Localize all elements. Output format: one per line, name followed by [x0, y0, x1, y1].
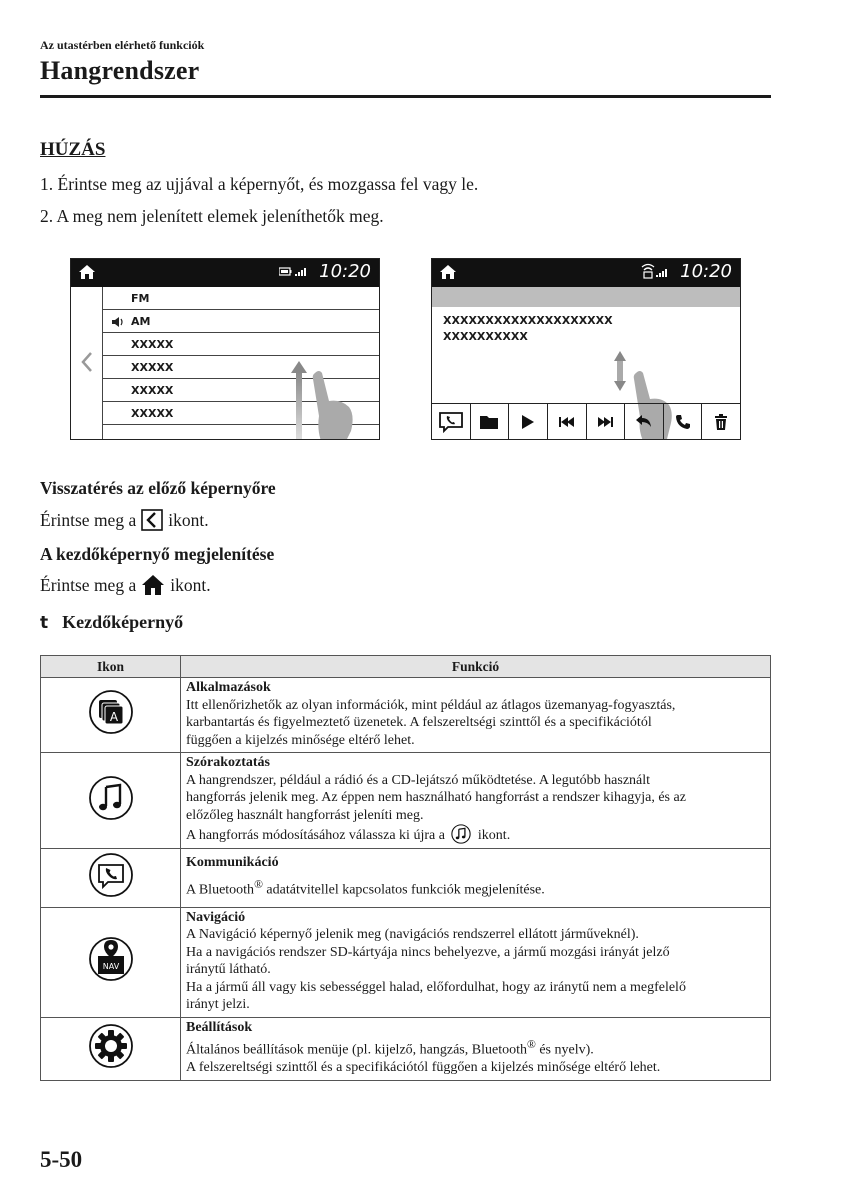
section-marker: t	[40, 612, 49, 633]
row-text: karbantartás és figyelmeztető üzenetek. A felszereltségi szinttől és a specifikációtól	[186, 715, 652, 730]
function-cell	[181, 678, 771, 753]
entertainment-icon	[88, 775, 134, 821]
next-button[interactable]	[587, 404, 626, 439]
applications-icon	[88, 689, 134, 735]
row-text-before: A hangforrás módosításához válassza ki újra a	[186, 828, 445, 843]
settings-icon	[88, 1023, 134, 1069]
row-text	[186, 1036, 764, 1059]
list-item-label: AM	[131, 315, 151, 328]
registered-mark: ®	[526, 1038, 536, 1051]
table-header-function: Funkció	[181, 656, 771, 678]
page-title: Hangrendszer	[40, 56, 200, 85]
row-title: Kommunikáció	[186, 855, 279, 871]
row-text: A Navigáció képernyő jelenik meg (navigációs rendszerrel ellátott járműveknél).	[186, 927, 639, 942]
list-item[interactable]: XXXXX	[103, 403, 379, 425]
list-screen-illustration	[70, 258, 380, 440]
communication-icon	[438, 411, 464, 433]
entertainment-icon	[451, 824, 471, 844]
icon-cell	[41, 907, 181, 1017]
status-bar	[71, 259, 379, 287]
wifi-signal-icon	[640, 263, 670, 279]
row-title: Alkalmazások	[186, 680, 271, 695]
row-text-before: Általános beállítások menüje (pl. kijelző, hangzás, Bluetooth	[186, 1042, 527, 1058]
table-row	[41, 907, 771, 1017]
message-screen-illustration	[431, 258, 741, 440]
section-label: Az utastérben elérhető funkciók	[40, 38, 205, 52]
message-line: XXXXXXXXXXXXXXXXXXXX	[443, 314, 613, 327]
back-icon	[141, 509, 163, 531]
home-heading: A kezdőképernyő megjelenítése	[40, 544, 275, 564]
table-row	[41, 678, 771, 753]
reply-button[interactable]	[625, 404, 664, 439]
call-button[interactable]	[664, 404, 703, 439]
back-instruction	[40, 509, 209, 531]
drag-step-1: 1. Érintse meg az ujjával a képernyőt, és mozgassa fel vagy le.	[40, 174, 479, 194]
battery-signal-icon	[279, 266, 309, 278]
list-item[interactable]: FM	[103, 288, 379, 310]
row-title: Navigáció	[186, 909, 246, 925]
back-chevron-icon[interactable]	[81, 351, 93, 373]
communication-icon	[88, 852, 134, 898]
registered-mark: ®	[254, 877, 263, 891]
row-title: Szórakoztatás	[186, 755, 270, 770]
row-text	[186, 876, 764, 899]
function-cell	[181, 907, 771, 1017]
list-item[interactable]	[103, 311, 379, 333]
row-text: A hangrendszer, például a rádió és a CD-lejátszó működtetése. A legutóbb használt	[186, 772, 651, 788]
home-icon	[78, 264, 96, 280]
home-screen-heading-text: Kezdőképernyő	[62, 612, 184, 632]
row-text	[186, 824, 764, 845]
drag-step-2: 2. A meg nem jelenített elemek jeleníthetők meg.	[40, 206, 384, 226]
icon-cell	[41, 753, 181, 849]
icon-cell	[41, 678, 181, 753]
row-text: Ha a jármű áll vagy kis sebességgel halad, előfordulhat, hogy az iránytű nem a megfelelő	[186, 979, 686, 995]
list-item[interactable]: XXXXX	[103, 357, 379, 379]
row-text: függően a kijelzés minősége eltérő lehet.	[186, 732, 415, 748]
row-text: hangforrás jelenik meg. Az éppen nem használható hangforrást a rendszer kihagyja, és az	[186, 790, 686, 805]
row-text: iránytű látható.	[186, 962, 271, 977]
table-row	[41, 848, 771, 907]
home-screen-heading	[40, 612, 183, 633]
table-row	[41, 1017, 771, 1080]
home-icon	[439, 264, 457, 280]
page-number: 5-50	[40, 1147, 83, 1172]
reply-icon	[635, 415, 653, 429]
list-item[interactable]: XXXXX	[103, 380, 379, 402]
home-text-after: ikont.	[170, 574, 211, 595]
row-text: Ha a navigációs rendszer SD-kártyája nincs behelyezve, a jármű mozgási irányát jelző	[186, 944, 670, 960]
communication-button[interactable]	[432, 404, 471, 439]
row-title: Beállítások	[186, 1019, 253, 1035]
row-text: Itt ellenőrizhetők az olyan információk, mint például az átlagos üzemanyag-fogyasztás,	[186, 697, 676, 713]
home-functions-table	[40, 655, 771, 1081]
clock: 10:20	[319, 261, 371, 282]
message-line: XXXXXXXXXX	[443, 330, 528, 343]
row-text: előzőleg használt hangforrást jeleníti meg.	[186, 807, 424, 823]
clock: 10:20	[680, 261, 732, 282]
message-title-bar	[432, 287, 740, 307]
icon-cell	[41, 1017, 181, 1080]
back-text-before: Érintse meg a	[40, 509, 137, 530]
row-text-before: A Bluetooth	[186, 882, 255, 898]
function-cell	[181, 1017, 771, 1080]
status-bar	[432, 259, 740, 287]
play-button[interactable]	[509, 404, 548, 439]
skip-back-icon	[558, 416, 576, 428]
home-text-before: Érintse meg a	[40, 574, 137, 595]
nav-icon-label: NAV	[102, 962, 119, 972]
list-item[interactable]: XXXXX	[103, 334, 379, 356]
folder-button[interactable]	[471, 404, 510, 439]
back-heading: Visszatérés az előző képernyőre	[40, 478, 276, 498]
list-sidebar	[71, 287, 103, 439]
play-icon	[521, 414, 535, 430]
trash-icon	[714, 414, 728, 430]
icon-cell	[41, 848, 181, 907]
delete-button[interactable]	[702, 404, 740, 439]
home-icon	[141, 574, 165, 596]
swipe-up-gesture-icon	[291, 361, 371, 440]
table-header-icon: Ikon	[41, 656, 181, 678]
navigation-icon	[88, 936, 134, 982]
row-text: irányt jelzi.	[186, 997, 250, 1012]
title-rule	[40, 95, 771, 98]
row-text-after: ikont.	[477, 828, 511, 843]
row-text-after: adatátvitellel kapcsolatos funkciók megjelenítése.	[262, 882, 545, 898]
table-row	[41, 753, 771, 849]
row-text-after: és nyelv).	[535, 1042, 594, 1058]
skip-forward-icon	[596, 416, 614, 428]
function-cell	[181, 848, 771, 907]
svg-text:A: A	[109, 710, 118, 725]
row-text: A felszereltségi szinttől és a specifikációtól függően a kijelzés minősége eltérő lehet.	[186, 1060, 661, 1076]
speaker-icon	[111, 316, 125, 328]
previous-button[interactable]	[548, 404, 587, 439]
message-toolbar	[432, 403, 740, 439]
phone-icon	[675, 414, 691, 430]
home-instruction	[40, 574, 211, 596]
folder-icon	[479, 414, 499, 430]
back-text-after: ikont.	[168, 509, 209, 530]
function-cell	[181, 753, 771, 849]
drag-heading: HÚZÁS	[40, 139, 106, 160]
